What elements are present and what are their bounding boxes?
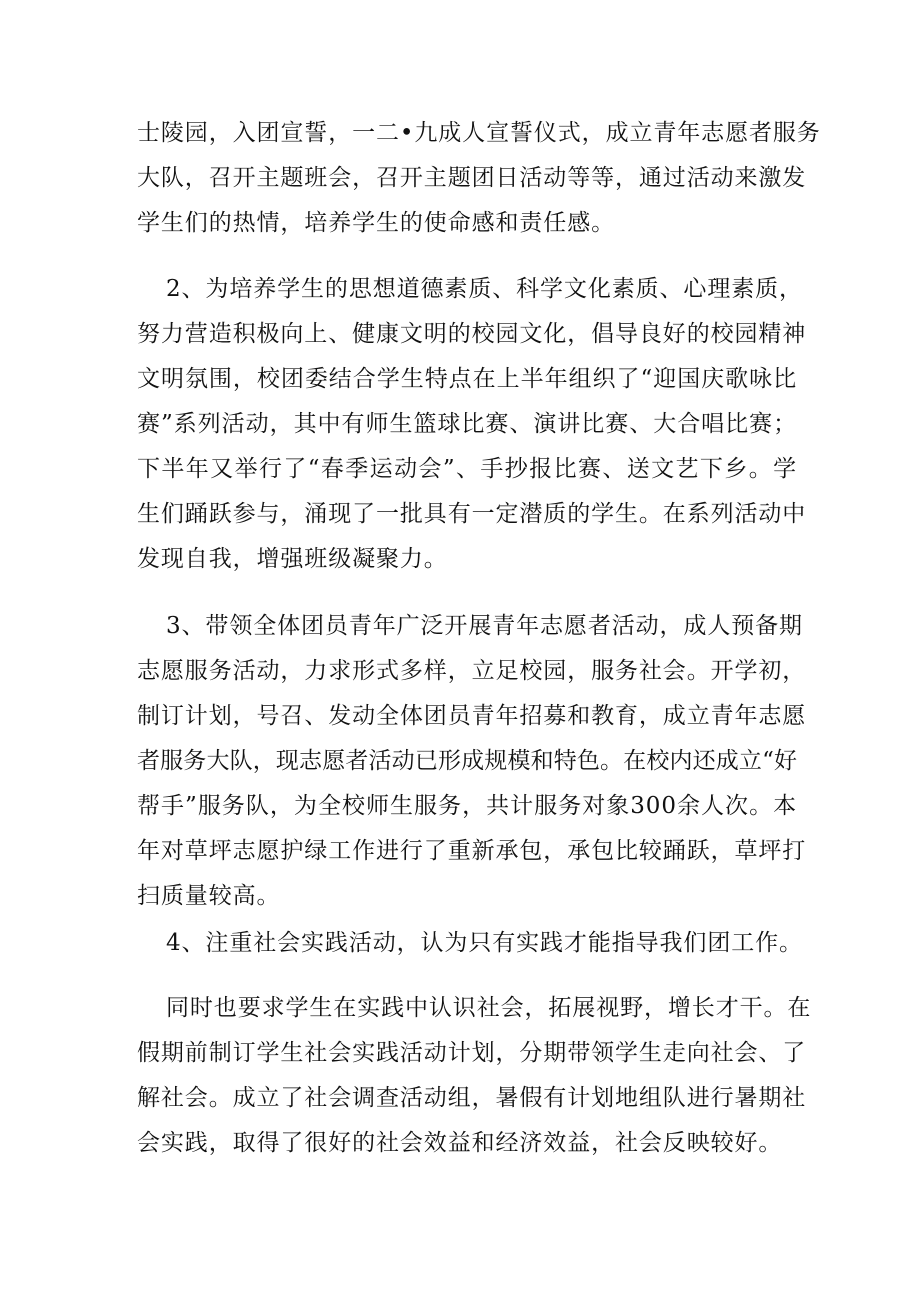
text-line: 下半年又举行了“春季运动会”、手抄报比赛、送文艺下乡。学 [137,456,797,482]
text-line: 文明氛围，校团委结合学生特点在上半年组织了“迎国庆歌咏比 [137,366,797,392]
text-line: 制订计划，号召、发动全体团员青年招募和教育，成立青年志愿 [137,703,807,729]
text-line: 努力营造积极向上、健康文明的校园文化，倡导良好的校园精神 [137,321,807,347]
text-line: 会实践，取得了很好的社会效益和经济效益，社会反映较好。 [137,1130,783,1156]
text-line: 发现自我，增强班级凝聚力。 [137,546,448,572]
text-line: 3、带领全体团员青年广泛开展青年志愿者活动，成人预备期 [166,613,803,639]
text-line: 赛”系列活动，其中有师生篮球比赛、演讲比赛、大合唱比赛； [137,411,797,437]
text-line: 者服务大队，现志愿者活动已形成规模和特色。在校内还成立“好 [137,748,797,774]
text-line: 大队，召开主题班会，召开主题团日活动等等，通过活动来激发 [137,165,807,191]
text-line: 同时也要求学生在实践中认识社会，拓展视野，增长才干。在 [166,995,812,1021]
text-line: 假期前制订学生社会实践活动计划，分期带领学生走向社会、了 [137,1040,807,1066]
text-line: 2、为培养学生的思想道德素质、科学文化素质、心理素质， [166,276,803,302]
text-line: 4、注重社会实践活动，认为只有实践才能指导我们团工作。 [166,930,803,956]
text-line: 年对草坪志愿护绿工作进行了重新承包，承包比较踊跃，草坪打 [137,838,807,864]
text-line: 扫质量较高。 [137,883,281,909]
text-line: 解社会。成立了社会调查活动组，暑假有计划地组队进行暑期社 [137,1085,807,1111]
text-line: 志愿服务活动，力求形式多样，立足校园，服务社会。开学初， [137,658,807,684]
text-line: 生们踊跃参与，涌现了一批具有一定潜质的学生。在系列活动中 [137,501,807,527]
text-line: 士陵园，入团宣誓，一二•九成人宣誓仪式，成立青年志愿者服务 [137,120,821,146]
text-line: 帮手”服务队，为全校师生服务，共计服务对象300余人次。本 [137,793,797,819]
text-line: 学生们的热情，培养学生的使命感和责任感。 [137,210,615,236]
